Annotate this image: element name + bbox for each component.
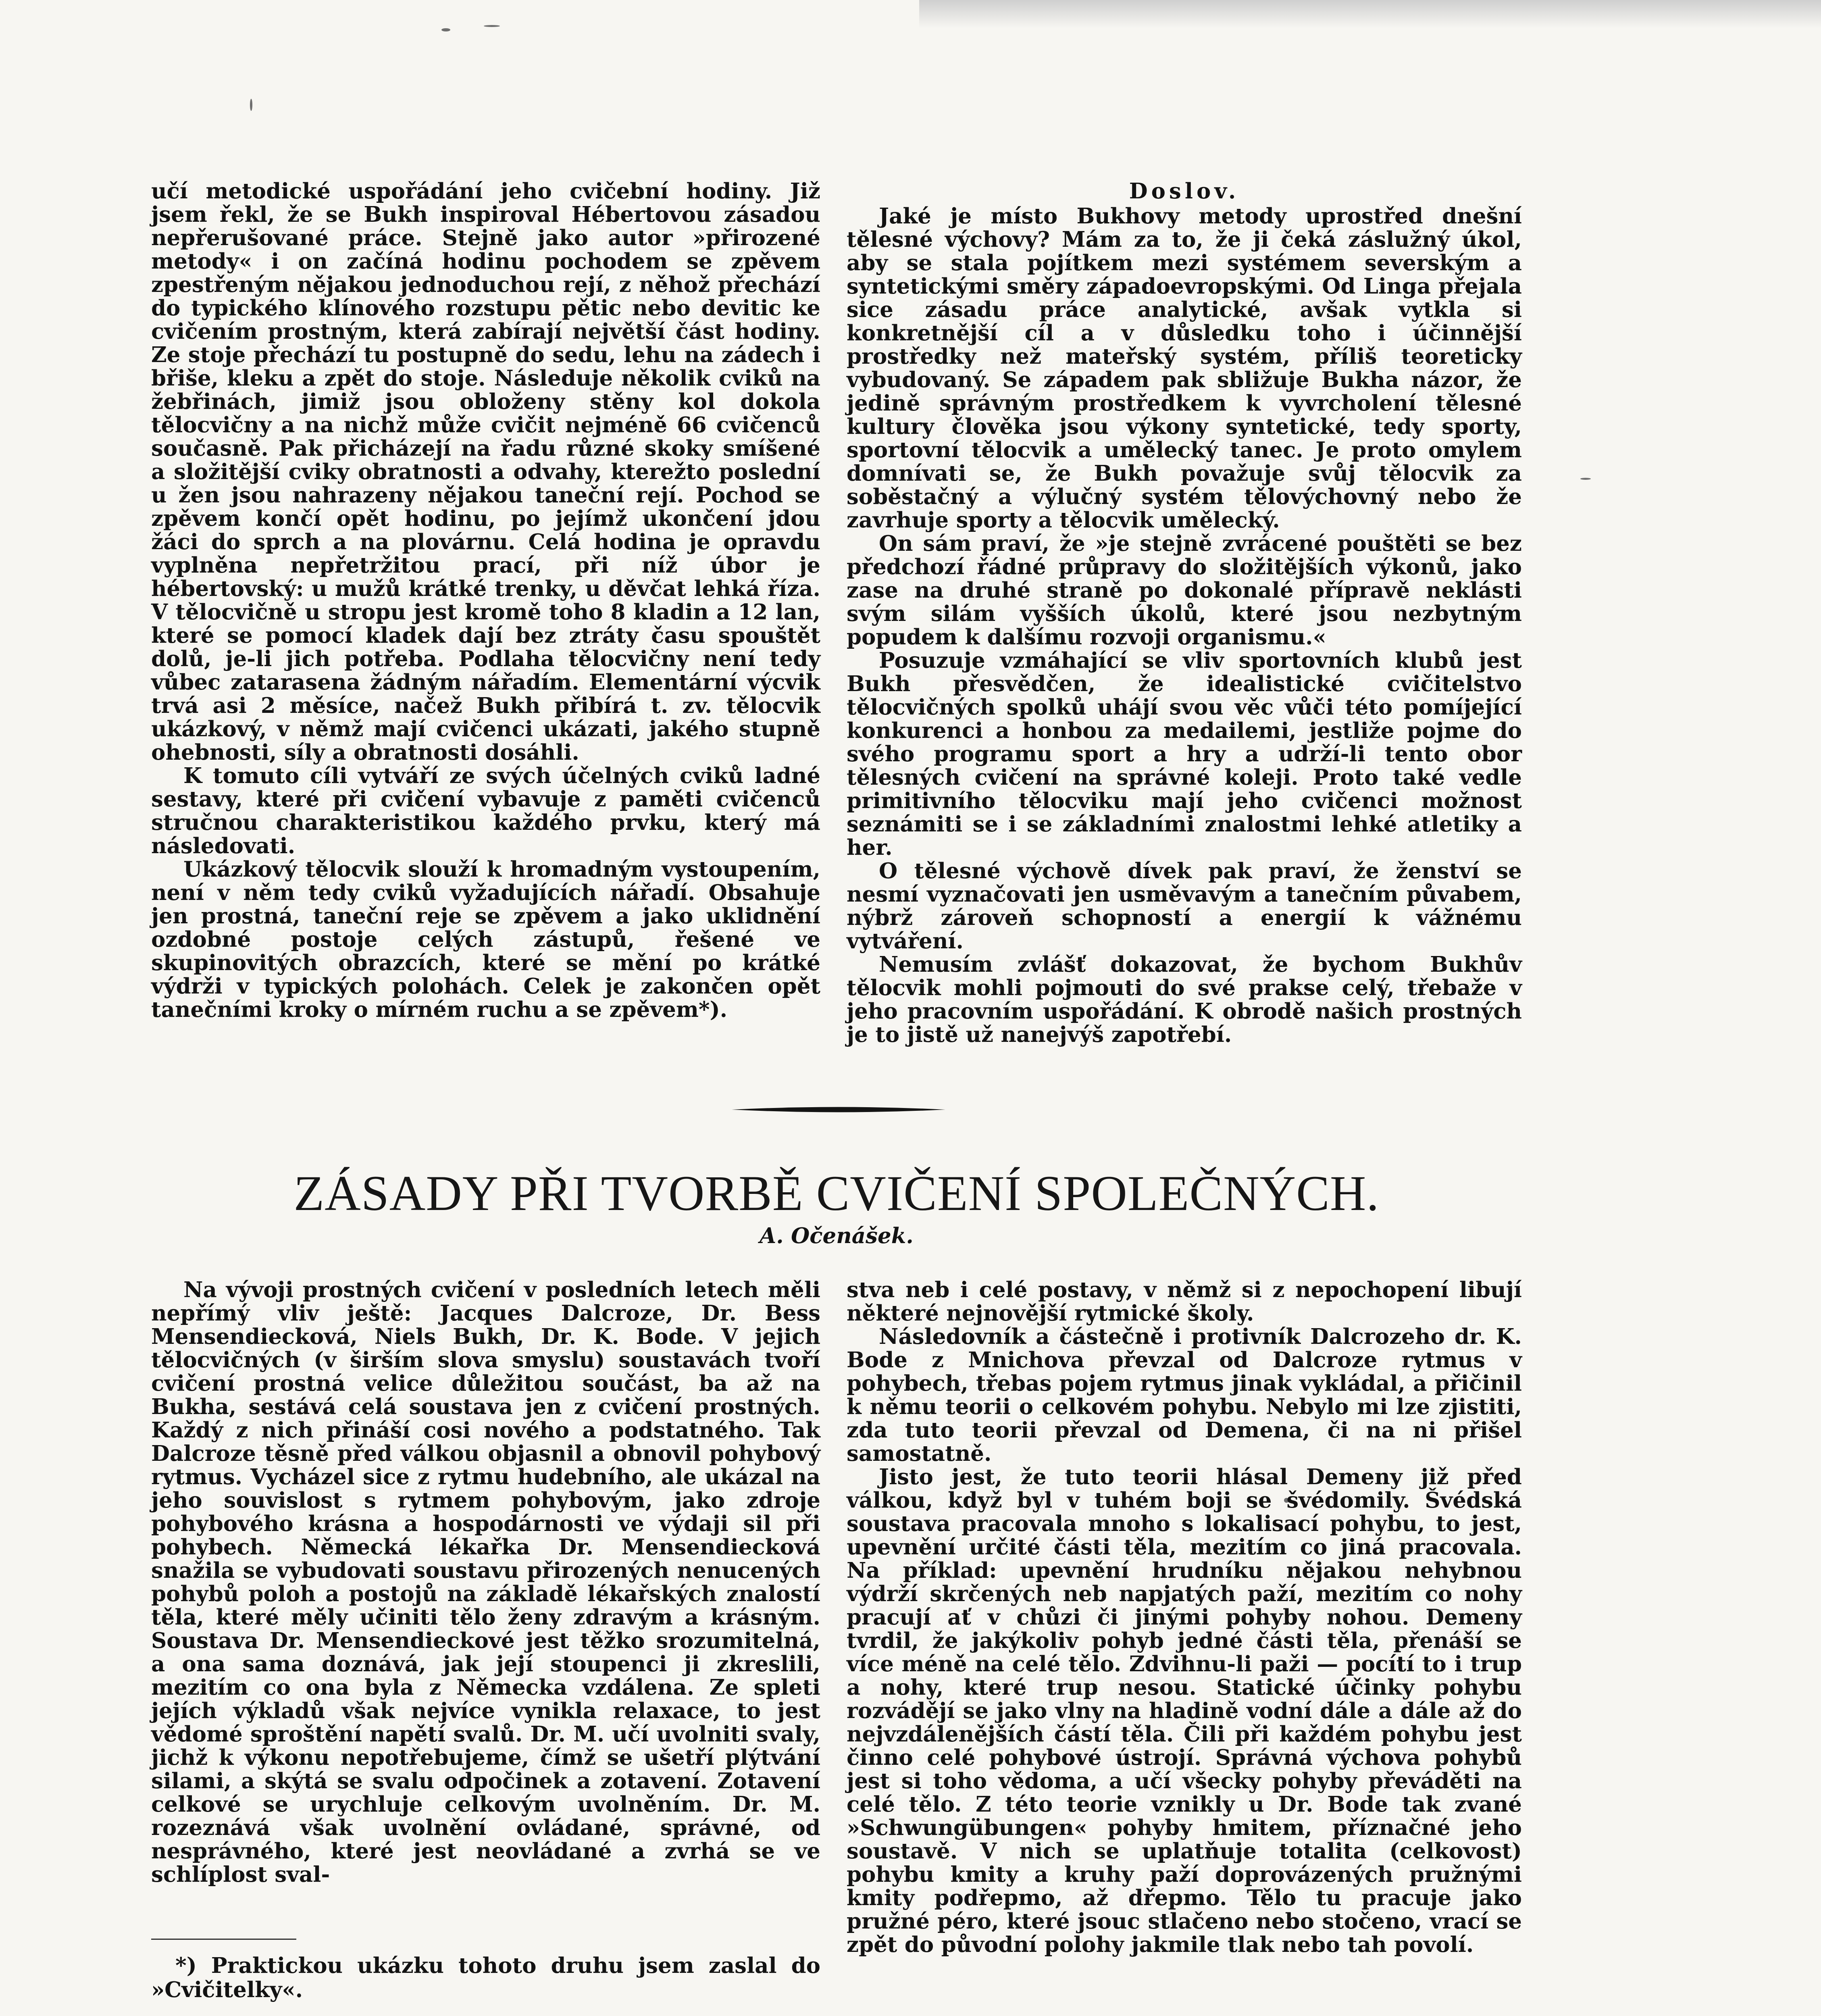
footnote-text: *) Praktickou ukázku tohoto druhu jsem zaslal do »Cvičitelky«.	[151, 1953, 820, 2002]
paragraph: učí metodické uspořádání jeho cvičební hodiny. Již jsem řekl, že se Bukh inspiroval Hébertovou zásadou nepřerušované práce. Stejně jako autor »přirozené metody« i on začíná hodinu pochodem se zpěvem zpestřeným nějakou jednoduchou rejí, z něhož přechází do typického klínového rozstupu pětic nebo devitic ke cvičením prostným, která zabírají největší část hodiny. Ze stoje přechází tu postupně do sedu, lehu na zádech i břiše, kleku a zpět do stoje. Následuje několik cviků na žebřinách, jimiž jsou obloženy stěny kol dokola tělocvičny a na nichž může cvičit nejméně 66 cvičenců současně. Pak přicházejí na řadu různé skoky smíšené a složitější cviky obratnosti a odvahy, kterežto poslední u žen jsou nahrazeny nějakou taneční rejí. Pochod se zpěvem končí opět hodinu, po jejímž ukončení jdou žáci do sprch a na plovárnu. Celá hodina je opravdu vyplněna nepřetržitou prací, při níž úbor je hébertovský: u mužů krátké trenky, u děvčat lehká říza. V tělocvičně u stropu jest kromě toho 8 kladin a 12 lan, které se pomocí kladek dají bez ztráty času spouštět dolů, je-li jich potřeba. Podlaha tělocvičny není tedy vůbec zatarasena žádným nářadím. Elementární výcvik trvá asi 2 měsíce, načež Bukh přibírá t. zv. tělocvik ukázkový, v němž mají cvičenci ukázati, jakého stupně ohebnosti, síly a obratnosti dosáhli.	[151, 179, 820, 765]
article-title: ZÁSADY PŘI TVORBĚ CVIČENÍ SPOLEČNÝCH.	[293, 1166, 1380, 1221]
article-right-column	[847, 1278, 1522, 1956]
bukh-article-left-column	[151, 179, 820, 1021]
footnote	[151, 1954, 820, 2002]
scan-speck	[484, 25, 500, 27]
scan-speck	[441, 28, 450, 31]
paragraph: K tomuto cíli vytváří ze svých účelných cviků ladné sestavy, které při cvičení vybavuje z paměti cvičenců stručnou charakteristikou každého prvku, který má následovati.	[151, 763, 820, 858]
paragraph: Jaké je místo Bukhovy metody uprostřed dnešní tělesné výchovy? Mám za to, že ji čeká záslužný úkol, aby se stala pojítkem mezi systémem severským a syntetickými směry západoevropskými. Od Linga přejala sice zásadu práce analytické, avšak vytkla si konkretnější cíl a v důsledku toho i účinnější prostředky než mateřský systém, příliš teoreticky vybudovaný. Se západem pak sbližuje Bukha názor, že jedině správným prostředkem k vyvrcholení tělesné kultury člověka jsou výkony syntetické, tedy sporty, sportovní tělocvik a umělecký tanec. Je proto omylem domnívati se, že Bukh považuje svůj tělocvik za soběstačný a výlučný systém tělovýchovný nebo že zavrhuje sporty a tělocvik umělecký.	[847, 204, 1522, 533]
scan-speck	[1580, 478, 1591, 480]
paragraph: On sám praví, že »je stejně zvrácené pouštěti se bez předchozí řádné průpravy do složitějších výkonů, jako zase na druhé straně po dokonalé přípravě neklásti svým silám vyšších úkolů, které jsou nezbytným popudem k dalšímu rozvoji organismu.«	[847, 531, 1522, 650]
paragraph: stva neb i celé postavy, v němž si z nepochopení libují některé nejnovější rytmické školy.	[847, 1277, 1522, 1326]
article-author: A. Očenášek.	[760, 1223, 914, 1248]
section-heading: Doslov.	[1129, 179, 1240, 204]
article-left-column	[151, 1278, 820, 1886]
scanner-shadow	[919, 0, 1821, 28]
paragraph: Na vývoji prostných cvičení v posledních letech měli nepřímý vliv ještě: Jacques Dalcroze, Dr. Bess Mensendiecková, Niels Bukh, Dr. K. Bode. V jejich tělocvičných (v širším slova smyslu) soustavách tvoří cvičení prostná velice důležitou součást, ba až na Bukha, sestává celá soustava jen z cvičení prostných. Každý z nich přináší cosi nového a podstatného. Tak Dalcroze těsně před válkou objasnil a obnovil pohybový rytmus. Vycházel sice z rytmu hudebního, ale ukázal na jeho souvislost s rytmem pohybovým, jako zdroje pohybového krásna a hospodárnosti ve výdaji sil při pohybech. Německá lékařka Dr. Mensendiecková snažila se vybudovati soustavu přirozených nenucených pohybů poloh a postojů na základě lékařských znalostí těla, které měly učiniti tělo ženy zdravým a krásným. Soustava Dr. Mensendieckové jest těžko srozumitelná, a ona sama doznává, jak její stoupenci ji zkreslili, mezitím co ona byla z Německa vzdálena. Ze spleti jejích výkladů však nejvíce vynikla relaxace, to jest vědomé sproštění napětí svalů. Dr. M. učí uvolniti svaly, jichž k výkonu nepotřebujeme, čímž se ušetří plýtvání silami, a skýtá se svalu odpočinek a zotavení. Zotavení celkové se urychluje celkovým uvolněním. Dr. M. rozeznává však uvolnění ovládané, správné, od nesprávného, které jest neovládané a zvrhá se ve schlíplost sval-	[151, 1277, 820, 1887]
paragraph: Nemusím zvlášť dokazovat, že bychom Bukhův tělocvik mohli pojmouti do své prakse celý, třebaže v jeho pracovním uspořádání. K obrodě našich prostných je to jistě už nanejvýš zapotřebí.	[847, 952, 1522, 1047]
doslov-column	[847, 179, 1522, 1046]
paragraph: Jisto jest, že tuto teorii hlásal Demeny již před válkou, když byl v tuhém boji se švédomily. Švédská soustava pracovala mnoho s lokalisací pohybu, to jest, upevnění určité části těla, mezitím co jiná pracovala. Na příklad: upevnění hrudníku nějakou nehybnou výdrží skrčených neb napjatých paží, mezitím co nohy pracují ať v chůzi či jinými pohyby nohou. Demeny tvrdil, že jakýkoliv pohyb jedné části těla, přenáší se více méně na celé tělo. Zdvihnu-li paži — pocítí to i trup a nohy, které trup nesou. Statické účinky pohybu rozvádějí se jako vlny na hladině vodní dále a dále až do nejvzdálenějších částí těla. Čili při každém pohybu jest činno celé pohybové ústrojí. Správná výchova pohybů jest si toho vědoma, a učí všecky pohyby převáděti na celé tělo. Z této teorie vznikly u Dr. Bode tak zvané »Schwungübungen« pohyby hmitem, příznačné jeho soustavě. V nich se uplatňuje totalita (celkovost) pohybu kmity a kruhy paží doprovázených pružnými kmity podřepmo, až dřepmo. Tělo tu pracuje jako pružné péro, které jsouc stlačeno nebo stočeno, vrací se zpět do původní polohy jakmile tlak nebo tah povolí.	[847, 1464, 1522, 1957]
paragraph: Následovník a částečně i protivník Dalcrozeho dr. K. Bode z Mnichova převzal od Dalcroze rytmus v pohybech, třebas pojem rytmus jinak vykládal, a přičinil k němu teorii o celkovém pohybu. Nebylo mi lze zjistiti, zda tuto teorii převzal od Demena, či na ni přišel samostatně.	[847, 1324, 1522, 1466]
scan-speck	[250, 99, 252, 111]
ornament-divider	[732, 1105, 945, 1114]
paragraph: Ukázkový tělocvik slouží k hromadným vystoupením, není v něm tedy cviků vyžadujících nářadí. Obsahuje jen prostná, taneční reje se zpěvem a jako uklidnění ozdobné postoje celých zástupů, řešené ve skupinovitých obrazcích, které se mění po krátké výdrži v typických polohách. Celek je zakončen opět tanečními kroky o mírném ruchu a se zpěvem*).	[151, 857, 820, 1022]
paragraph: O tělesné výchově dívek pak praví, že ženství se nesmí vyznačovati jen usměvavým a tanečním půvabem, nýbrž zároveň schopností a energií k vážnému vytváření.	[847, 858, 1522, 954]
footnote-rule	[151, 1939, 296, 1940]
paragraph: Posuzuje vzmáhající se vliv sportovních klubů jest Bukh přesvědčen, že idealistické cvičitelstvo tělocvičných spolků uhájí svou věc vůči této pomíjející konkurenci a honbou za medailemi, jestliže pojme do svého programu sport a hry a udrží-li tento obor tělesných cvičení na správné koleji. Proto také vedle primitivního tělocviku mají jeho cvičenci možnost seznámiti se i se základními znalostmi lehké atletiky a her.	[847, 648, 1522, 860]
